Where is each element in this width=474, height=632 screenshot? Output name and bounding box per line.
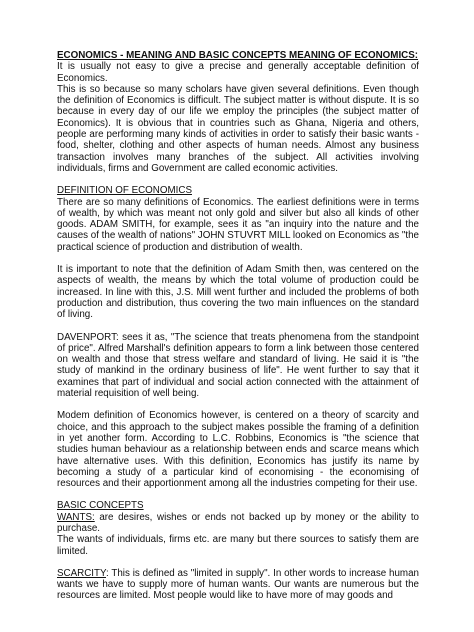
document-page [57, 50, 419, 602]
wants-paragraph-2: The wants of individuals, firms etc. are many but there sources to satisfy them are limited. [57, 534, 419, 557]
wants-paragraph [57, 512, 419, 535]
scarcity-text: : This is defined as "limited in supply". In other words to increase human wants we have to supply more of human wants. Our wants are numerous but the resources are limited. Most people would like to have more of may goods and [57, 567, 419, 602]
definition-paragraph-1: There are so many definitions of Economics. The earliest definitions were in terms of wealth, by which was meant not only gold and silver but also all kinds of other goods. ADAM SMITH, for example, sees it as "an inquiry into the nature and the causes of the wealth of nations" JOHN STUVRT MILL looked on Economics as "the practical science of production and distribution of wealth. [57, 196, 419, 253]
intro-paragraph-2: This is so because so many scholars have given several definitions. Even though the definition of Economics is difficult. The subject matter is without dispute. It is so because in every day of our life we employ the principles (the subject matter of Economics). It is obvious that in countries such as Ghana, Nigeria and others, people are performing many kinds of activities in order to satisfy their basic wants - food, shelter, clothing and other aspects of human needs. Almost any business transaction involves many branches of the subject. All activities involving individuals, firms and Government are called economic activities. [57, 83, 419, 174]
intro-paragraph-1: It is usually not easy to give a precise and generally acceptable definition of Economics. [57, 61, 419, 84]
basic-concepts-heading: BASIC CONCEPTS [57, 500, 144, 512]
definition-paragraph-4: Modem definition of Economics however, is centered on a theory of scarcity and choice, and this approach to the subject makes possible the framing of a definition in yet another form. According to L.C. Robbins, Economics is "the science that studies human behaviour as a relationship between ends and scarce means which have alternative uses. With this definition, Economics has justify its name by becoming a study of a particular kind of economising - the economising of resources and their apportionment among all the industries competing for their use. [57, 410, 419, 490]
document-heading: ECONOMICS - MEANING AND BASIC CONCEPTS MEANING OF ECONOMICS: [57, 50, 419, 61]
scarcity-term: SCARCITY [57, 567, 106, 579]
wants-term: WANTS: [57, 511, 95, 523]
definition-paragraph-2: It is important to note that the definition of Adam Smith then, was centered on the aspects of wealth, the means by which the total volume of production could be increased. In line with this, J.S. Mill went further and included the problems of both production and distribution, thus covering the two main influences on the standard of living. [57, 264, 419, 321]
definition-heading: DEFINITION OF ECONOMICS [57, 185, 192, 197]
definition-paragraph-3: DAVENPORT: sees it as, "The science that treats phenomena from the standpoint of price". Alfred Marshall's definition appears to form a link between those centered on wealth and those that stress welfare and standard of living. He said it is "the study of mankind in the ordinary business of life". He went further to say that it examines that part of individual and social action connected with the attainment of material requisition of well being. [57, 331, 419, 400]
scarcity-paragraph [57, 568, 419, 602]
wants-text: are desires, wishes or ends not backed up by money or the ability to purchase. [57, 511, 419, 534]
